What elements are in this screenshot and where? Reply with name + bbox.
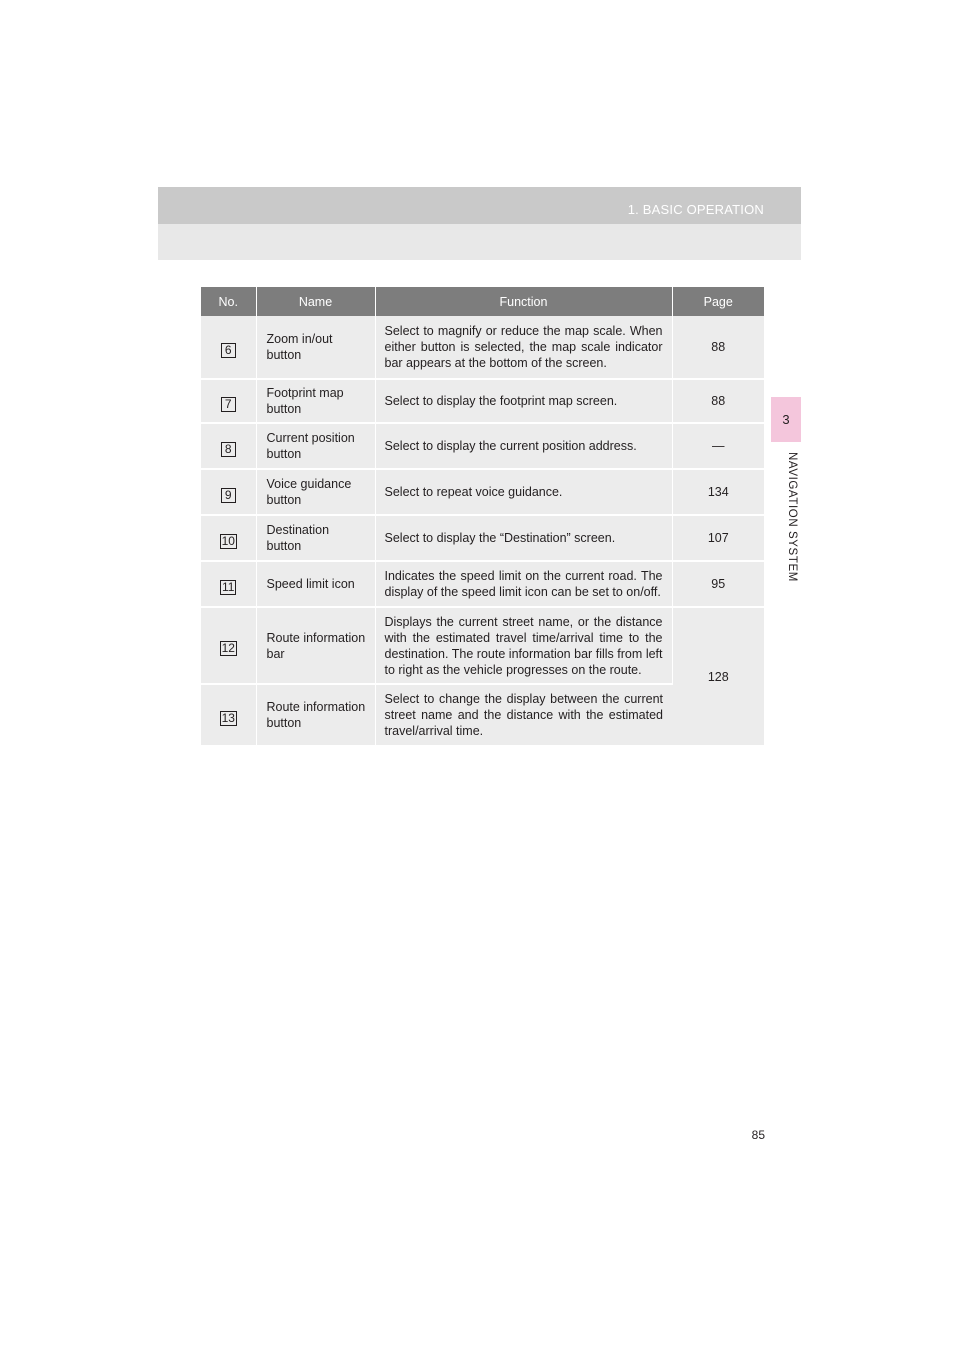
row-number-badge: 9: [221, 488, 236, 503]
row-page: —: [672, 423, 764, 469]
row-function: Displays the current street name, or the distance with the estimated travel time/arrival time to the destination. The route information bar fills from left to right as the vehicle progresses on the route.: [375, 607, 672, 684]
row-number-badge: 13: [221, 710, 235, 725]
table-row: [201, 607, 764, 684]
row-number-cell: [201, 316, 256, 379]
row-number-badge: 6: [221, 343, 236, 358]
row-name: Route information bar: [256, 607, 375, 684]
page-number: 85: [751, 1128, 765, 1142]
header-band: [158, 187, 801, 260]
row-function: Select to change the display between the current street name and the distance with the estimated travel/arrival time.: [375, 684, 672, 746]
row-number-badge: 8: [221, 442, 236, 457]
row-function: Select to display the footprint map screen.: [375, 379, 672, 423]
row-name: Speed limit icon: [256, 561, 375, 607]
chapter-label: NAVIGATION SYSTEM: [786, 452, 798, 582]
row-number-cell: [201, 561, 256, 607]
row-number-cell: [201, 469, 256, 515]
row-number-cell: [201, 379, 256, 423]
row-number-badge: 11: [222, 579, 235, 594]
row-function: Indicates the speed limit on the current road. The display of the speed limit icon can be set to on/off.: [375, 561, 672, 607]
row-name: Zoom in/out button: [256, 316, 375, 379]
column-header-name: Name: [256, 287, 375, 316]
row-number-badge: 12: [221, 641, 235, 655]
chapter-tab: [771, 397, 801, 442]
table-row: [201, 379, 764, 423]
row-name: Destination button: [256, 515, 375, 561]
table-row: [201, 316, 764, 379]
function-table: [201, 287, 764, 747]
row-page: 95: [672, 561, 764, 607]
column-header-no: No.: [201, 287, 256, 316]
row-page: 88: [672, 316, 764, 379]
row-name: Current position button: [256, 423, 375, 469]
section-title: 1. BASIC OPERATION: [627, 202, 764, 217]
row-name: Footprint map button: [256, 379, 375, 423]
column-header-page: Page: [672, 287, 764, 316]
row-number-badge: 10: [221, 533, 235, 548]
row-number-cell: [201, 515, 256, 561]
column-header-function: Function: [375, 287, 672, 316]
row-function: Select to display the current position address.: [375, 423, 672, 469]
chapter-number: 3: [782, 412, 790, 427]
row-function: Select to display the “Destination” screen.: [375, 515, 672, 561]
row-number-cell: [201, 423, 256, 469]
row-function: Select to repeat voice guidance.: [375, 469, 672, 515]
row-name: Voice guidance button: [256, 469, 375, 515]
table-header-row: [201, 287, 764, 316]
row-page: 107: [672, 515, 764, 561]
row-page: 134: [672, 469, 764, 515]
row-name: Route information button: [256, 684, 375, 746]
table-row: [201, 423, 764, 469]
row-number-cell: [201, 607, 256, 684]
table-row: [201, 515, 764, 561]
row-page: 88: [672, 379, 764, 423]
row-function: Select to magnify or reduce the map scale. When either button is selected, the map scale indicator bar appears at the bottom of the screen.: [375, 316, 672, 379]
header-bar: [158, 187, 801, 224]
row-page: 128: [672, 607, 764, 746]
row-number-badge: 7: [221, 397, 236, 412]
table-row: [201, 561, 764, 607]
row-number-cell: [201, 684, 256, 746]
table-row: [201, 469, 764, 515]
